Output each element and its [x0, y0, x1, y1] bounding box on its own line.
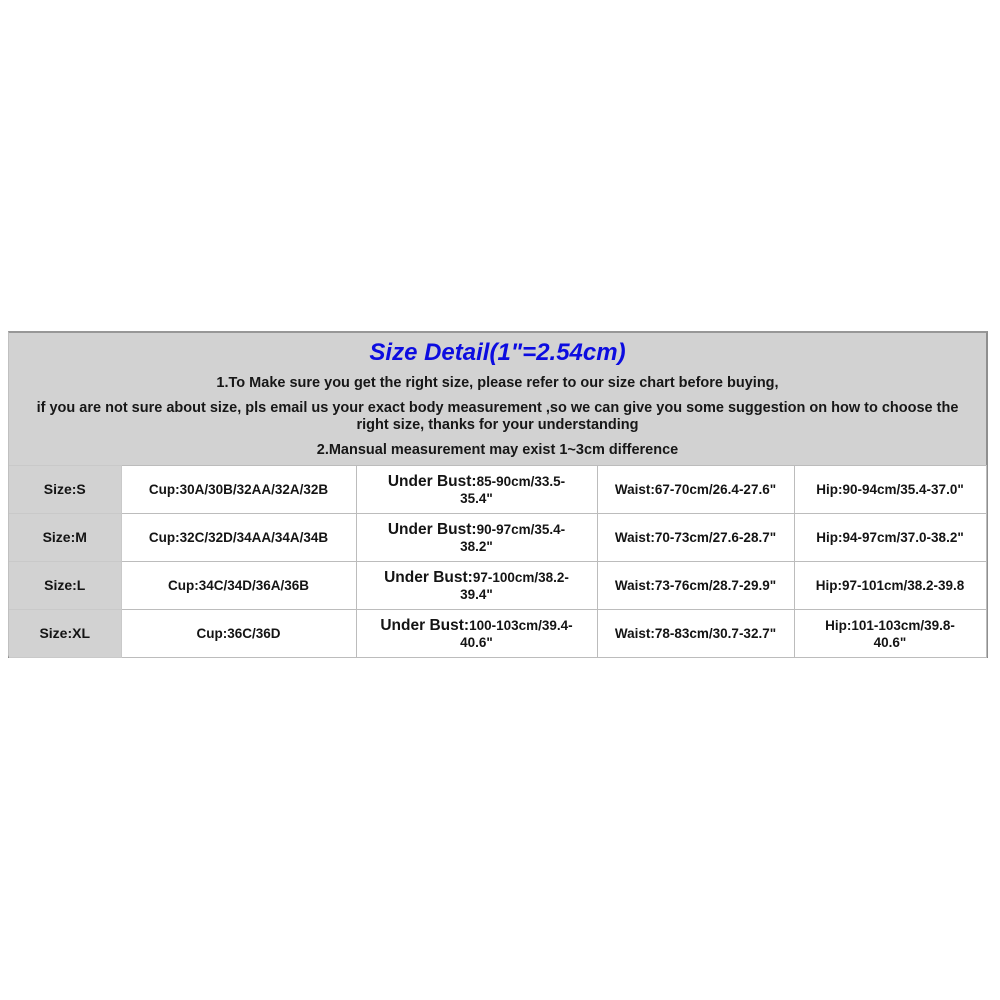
note-email-measurement: if you are not sure about size, pls email us your exact body measurement ,so we can give you some suggestion on how to choose the right size, thanks for your understanding — [36, 400, 959, 433]
under-bust-label: Under Bust: — [384, 568, 473, 586]
note-manual-measurement: 2.Mansual measurement may exist 1~3cm difference — [316, 442, 679, 458]
size-label-cell: Size:XL — [9, 610, 121, 658]
under-bust-value: 97-100cm/38.2-39.4" — [460, 569, 569, 602]
size-label-cell: Size:M — [9, 514, 121, 562]
hip-cell: Hip:90-94cm/35.4-37.0" — [794, 466, 986, 514]
waist-cell: Waist:78-83cm/30.7-32.7" — [597, 610, 794, 658]
waist-cell: Waist:73-76cm/28.7-29.9" — [597, 562, 794, 610]
waist-cell: Waist:70-73cm/27.6-28.7" — [597, 514, 794, 562]
table-row-size-m — [9, 514, 986, 562]
under-bust-cell — [356, 610, 597, 658]
size-detail-title: Size Detail(1"=2.54cm) — [369, 339, 626, 366]
under-bust-label: Under Bust: — [387, 520, 477, 538]
under-bust-cell — [356, 514, 597, 562]
under-bust-cell — [356, 562, 597, 610]
size-label-cell: Size:L — [9, 562, 121, 610]
table-row-size-s — [9, 466, 986, 514]
hip-cell: Hip:94-97cm/37.0-38.2" — [794, 514, 986, 562]
note-refer-size-chart: 1.To Make sure you get the right size, please refer to our size chart before buying, — [216, 375, 779, 391]
under-bust-label: Under Bust: — [387, 472, 477, 490]
under-bust-value: 90-97cm/35.4-38.2" — [460, 521, 566, 554]
hip-cell: Hip:101-103cm/39.8-40.6" — [794, 610, 986, 658]
under-bust-cell — [356, 466, 597, 514]
size-label-cell: Size:S — [9, 466, 121, 514]
size-detail-panel — [8, 331, 988, 658]
under-bust-value: 85-90cm/33.5-35.4" — [460, 473, 566, 506]
hip-cell: Hip:97-101cm/38.2-39.8 — [794, 562, 986, 610]
cup-cell: Cup:34C/34D/36A/36B — [121, 562, 356, 610]
waist-cell: Waist:67-70cm/26.4-27.6" — [597, 466, 794, 514]
under-bust-label: Under Bust: — [380, 616, 470, 634]
cup-cell: Cup:30A/30B/32AA/32A/32B — [121, 466, 356, 514]
size-chart-table — [9, 465, 987, 658]
table-row-size-l — [9, 562, 986, 610]
table-row-size-xl — [9, 610, 986, 658]
cup-cell: Cup:32C/32D/34AA/34A/34B — [121, 514, 356, 562]
under-bust-value: 100-103cm/39.4-40.6" — [460, 617, 573, 650]
cup-cell: Cup:36C/36D — [121, 610, 356, 658]
